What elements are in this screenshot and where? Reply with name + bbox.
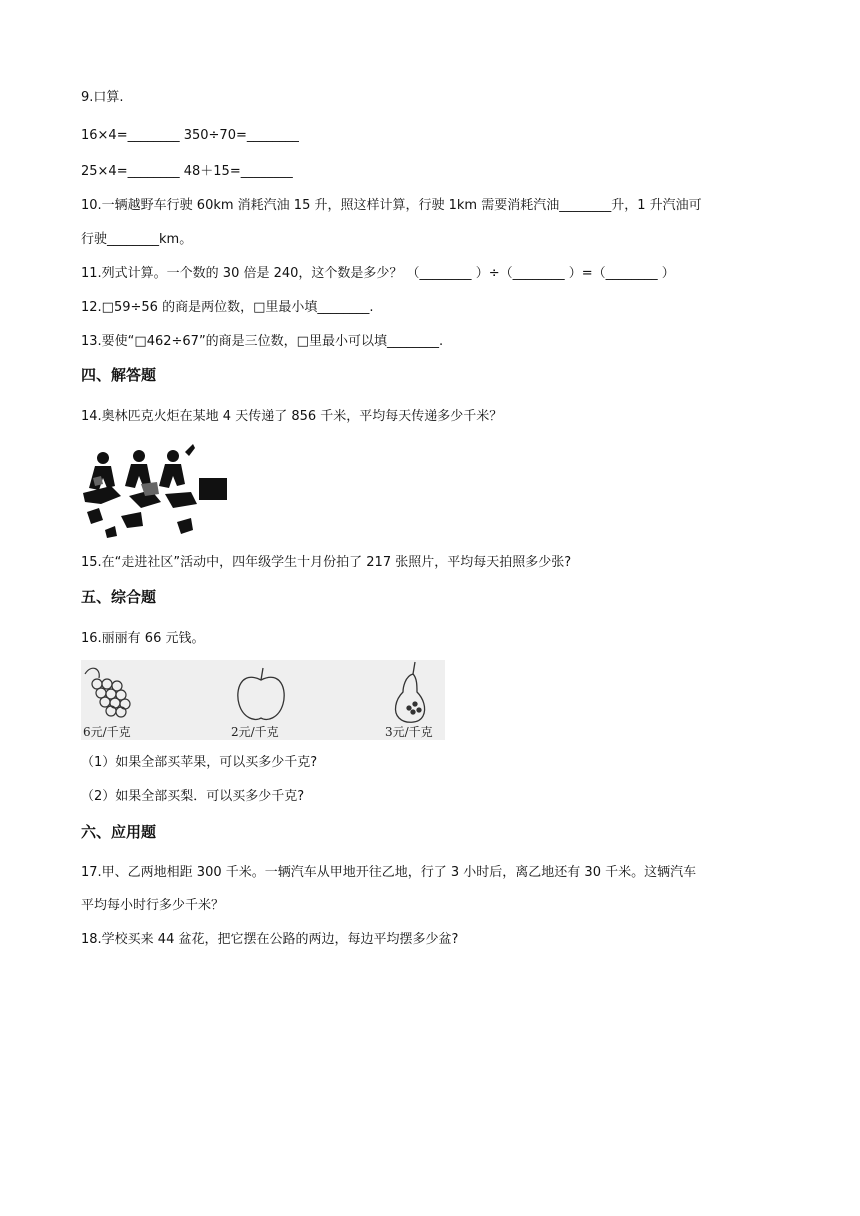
q9-title: 9.口算. — [81, 90, 124, 105]
q10-line2: 行驶________km。 — [81, 232, 193, 247]
q16-title: 16.丽丽有 66 元钱。 — [81, 631, 205, 646]
q16-sub2: （2）如果全部买梨．可以买多少千克? — [81, 789, 305, 804]
torch-relay-image — [81, 438, 227, 538]
q9-row1: 16×4=________ 350÷70=________ — [81, 128, 299, 143]
q10-line1: 10.一辆越野车行驶 60km 消耗汽油 15 升，照这样计算，行驶 1km 需要消耗汽油________升，1 升汽油可 — [81, 198, 702, 213]
q14-text: 14.奥林匹克火炬在某地 4 天传递了 856 千米，平均每天传递多少千米？ — [81, 409, 503, 424]
q9-row2: 25×4=________ 48＋15=________ — [81, 164, 293, 179]
fruit-price-image — [81, 660, 445, 740]
q17-line2: 平均每小时行多少千米？ — [81, 898, 225, 913]
section-heading-5: 五、综合题 — [81, 588, 157, 606]
q18-text: 18.学校买来 44 盆花，把它摆在公路的两边，每边平均摆多少盆? — [81, 932, 459, 947]
apple-price: 2元/千克 — [231, 725, 279, 739]
section-heading-6: 六、应用题 — [81, 823, 157, 841]
q12-text: 12.□59÷56 的商是两位数，□里最小填________. — [81, 300, 374, 315]
pear-price: 3元/千克 — [385, 725, 433, 739]
section-heading-4: 四、解答题 — [81, 366, 157, 384]
q17-line1: 17.甲、乙两地相距 300 千米。一辆汽车从甲地开往乙地，行了 3 小时后，离乙地还有 30 千米。这辆汽车 — [81, 865, 697, 880]
q11-text: 11.列式计算。一个数的 30 倍是 240，这个数是多少？ （________ ）÷（________ ）=（________ ） — [81, 266, 675, 281]
q16-sub1: （1）如果全部买苹果，可以买多少千克? — [81, 755, 318, 770]
q15-text: 15.在“走进社区”活动中，四年级学生十月份拍了 217 张照片，平均每天拍照多少张? — [81, 555, 572, 570]
q13-text: 13.要使“□462÷67”的商是三位数，□里最小可以填________. — [81, 334, 444, 349]
grape-price: 6元/千克 — [83, 725, 131, 739]
